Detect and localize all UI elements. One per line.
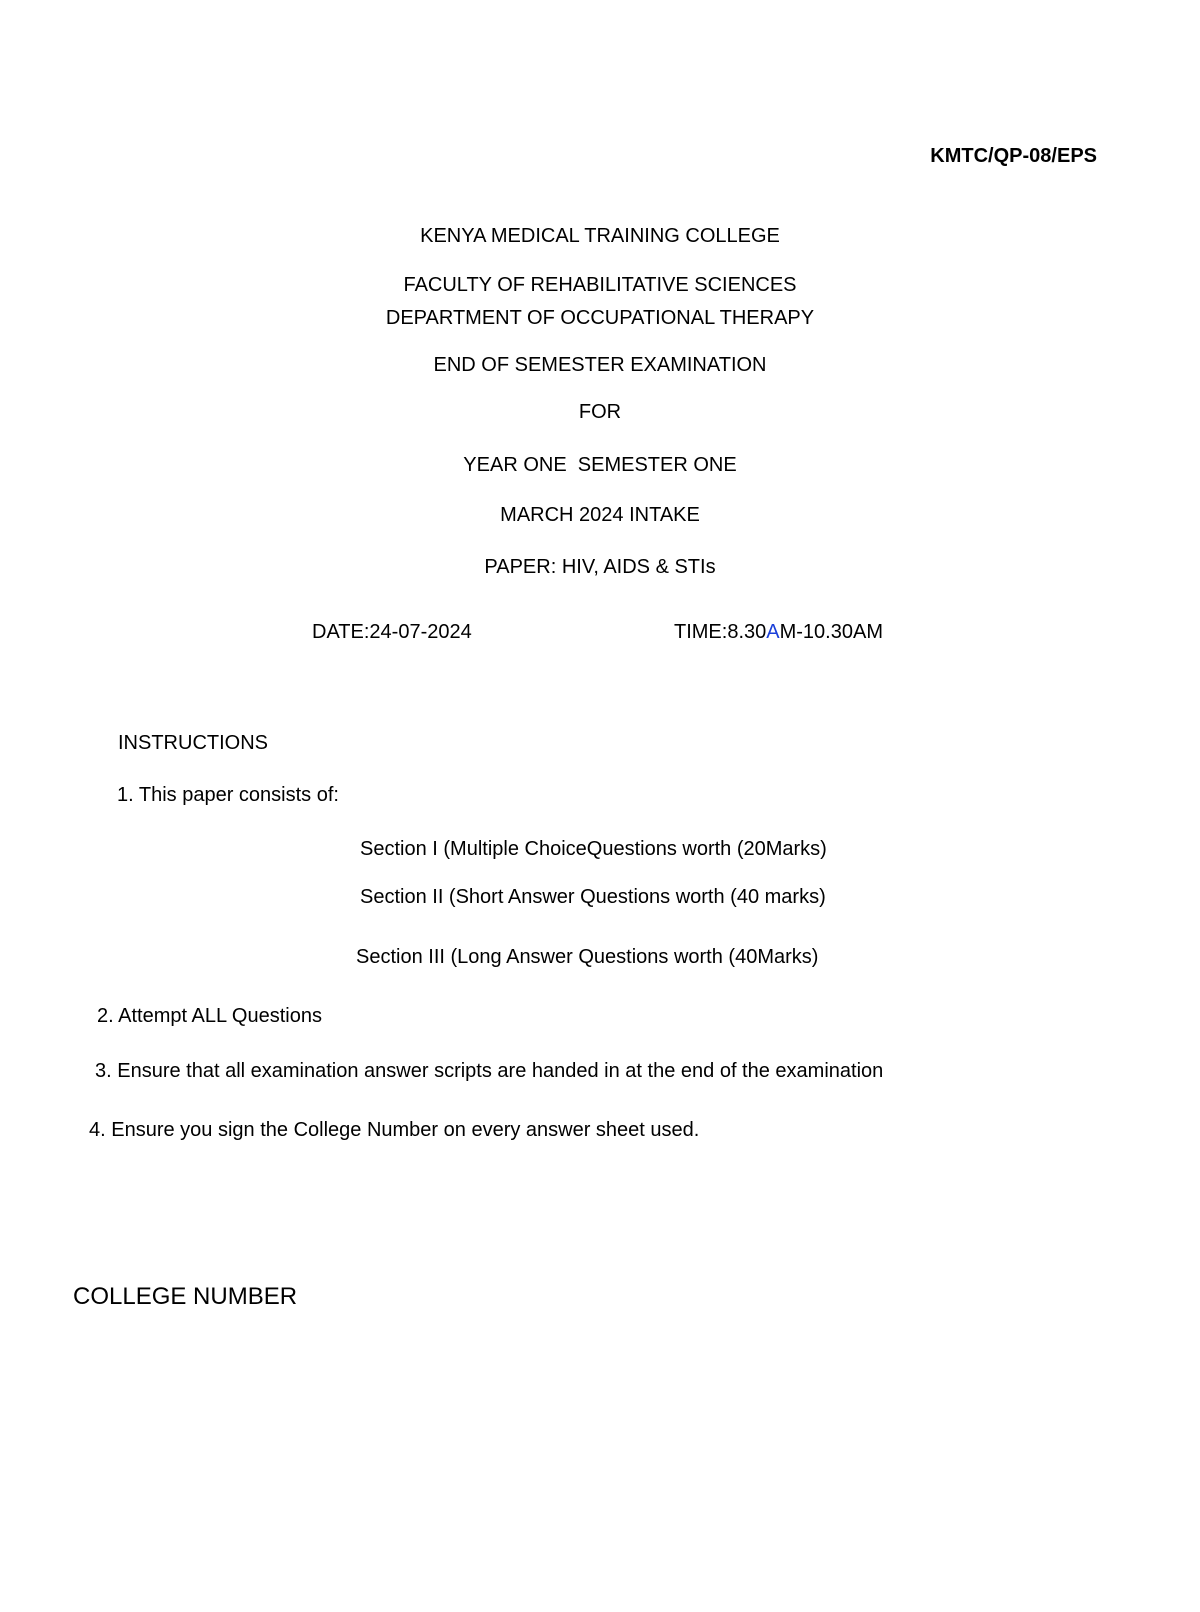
instruction-item-2: 2. Attempt ALL Questions (97, 1005, 322, 1027)
instruction-item-4: 4. Ensure you sign the College Number on every answer sheet used. (89, 1119, 700, 1141)
exam-date: DATE:24-07-2024 (312, 621, 472, 643)
paper-title: PAPER: HIV, AIDS & STIs (484, 556, 716, 578)
exam-time (674, 622, 883, 642)
college-name: KENYA MEDICAL TRAINING COLLEGE (420, 225, 780, 247)
exam-time-start: TIME:8.30 (674, 621, 767, 643)
exam-title: END OF SEMESTER EXAMINATION (433, 354, 767, 376)
section-ii-line: Section II (Short Answer Questions worth (40 marks) (360, 886, 826, 908)
instruction-item-1: 1. This paper consists of: (117, 784, 339, 806)
document-code: KMTC/QP-08/EPS (930, 145, 1097, 167)
exam-time-highlight: A (766, 621, 780, 643)
section-i-line: Section I (Multiple ChoiceQuestions worth (20Marks) (360, 838, 827, 860)
section-iii-line: Section III (Long Answer Questions worth (40Marks) (356, 946, 819, 968)
faculty-name: FACULTY OF REHABILITATIVE SCIENCES (403, 274, 797, 296)
college-number-label: COLLEGE NUMBER (73, 1283, 298, 1310)
for-label: FOR (578, 401, 622, 423)
department-name: DEPARTMENT OF OCCUPATIONAL THERAPY (385, 307, 815, 329)
exam-time-end: M-10.30AM (779, 621, 883, 643)
intake: MARCH 2024 INTAKE (500, 504, 700, 526)
instructions-heading: INSTRUCTIONS (118, 732, 268, 754)
instruction-item-3: 3. Ensure that all examination answer scripts are handed in at the end of the examination (95, 1060, 884, 1082)
year-semester: YEAR ONE SEMESTER ONE (463, 454, 737, 476)
